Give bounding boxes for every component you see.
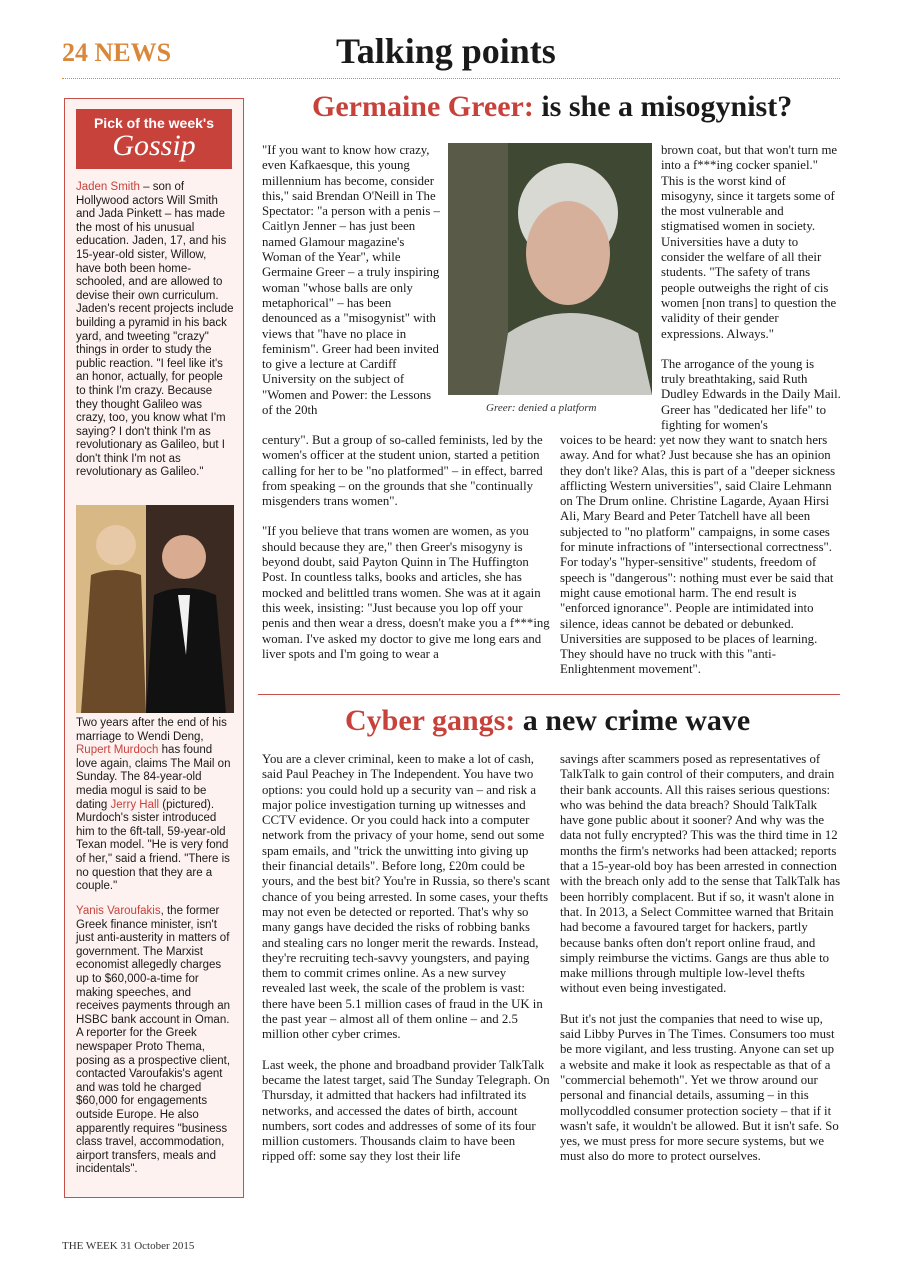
paragraph: Last week, the phone and broadband provider TalkTalk became the latest target, said The Sunday Telegraph. On Thursday, it admitted that hackers had infiltrated its networks, and accessed the dates of birth, account numbers, sort codes and addresses of some of its four million customers. Thousands claim to have been ripped off: some say they lost their life — [262, 1057, 550, 1164]
paragraph: savings after scammers posed as representatives of TalkTalk to gain control of their computers, and drain their bank accounts. All this raises serious questions: who was behind the data breach? Should TalkTalk have gone public about it sooner? And why was the data not fully encrypted? This was the third time in 12 months the firm's networks had been attacked; reports that a 15-year-old boy has been arrested in connection with the breach only add to the sense that TalkTalk has been horribly complacent. But if so, it wasn't alone in that. In 2013, a Select Committee warned that Britain had become a favoured target for hackers, partly because banks often don't report online fraud, and simply reimburse the victims. Gangs are thus able to make millions through multiple low-level thefts without even being investigated. — [560, 752, 841, 996]
gossip-title: Gossip — [112, 129, 196, 162]
cyber-col1 — [262, 752, 550, 1180]
gossip-sidebar — [64, 98, 244, 1198]
greer-photo-caption: Greer: denied a platform — [486, 402, 597, 414]
paragraph: "If you believe that trans women are women, as you should because they are," then Greer's misogyny is beyond doubt, said Payton Quinn in The Huffington Post. In countless talks, books and articles, she has mocked and belittled trans women. She was at it again this week, insisting: "Just because you lop off your penis and then wear a dress, doesn't make you a f***ing woman. I've asked my doctor to give me long ears and liver spots and I'm going to wear a — [262, 524, 550, 661]
gossip-body: Two years after the end of his marriage to Wendi Deng, — [76, 717, 227, 743]
gossip-kicker: Pick of the week's — [93, 115, 215, 131]
greer-headline — [312, 90, 792, 124]
gossip-item-murdoch — [76, 717, 234, 894]
gossip-name: Yanis Varoufakis — [76, 905, 161, 917]
paragraph: You are a clever criminal, keen to make a lot of cash, said Paul Peachey in The Independent. You have two options: you could hold up a security van – and risk a major police investigation turning up witnesses and CCTV evidence. Or you could hack into a computer network from the privacy of your home, send out some spam emails, and "trick the unwitting into giving up their financial details". Before long, £20m could be yours, and the best bit? You're in Russia, so there's scant chance of you being arrested. In some cases, your thefts may not even be detected or reported. That's why so many gangs have decided the risks of robbing banks and stealing cars no longer merit the rewards. Instead, they're recruiting tech-savvy youngsters, and paying them to commit crimes online. As a new survey revealed last week, the scale of the problem is vast: there have been 5.1 million cases of fraud in the UK in the past year – almost all of them online – and 2.5 million other cyber crimes. — [262, 752, 550, 1042]
page-number — [62, 38, 171, 68]
greer-col1-top: "If you want to know how crazy, even Kafkaesque, this young millennium has become, consider this," said Brendan O'Neill in The Spectator: "a person with a penis – Caitlyn Jenner – has just been named Glamour magazine's Woman of the Year", while Germaine Greer – a truly inspiring woman "whose balls are only metaphorical" – has been denounced as a "misogynist" with views that "have no place in feminism". Greer had been invited to give a lecture at Cardiff University on the subject of "Women and Power: the Lessons of the 20th — [262, 143, 440, 418]
header-divider — [62, 78, 840, 79]
cyber-col2 — [560, 752, 841, 1180]
gossip-body: , the former Greek finance minister, isn't just anti-austerity in matters of government. The Marxist economist allegedly charges up to $60,000-a-time for making speeches, and receives payments through an HSBC bank account in Oman. A reporter for the Greek newspaper Proto Thema, posing as a prospective client, contacted Varoufakis's agent and was told he charged $60,000 for engagements outside Europe. He also apparently requires "business class travel, accommodation, airport transfers, meals and incidentals". — [76, 905, 231, 1176]
gossip-body: – son of Hollywood actors Will Smith and Jada Pinkett – has made the most of his unusual education. Jaden, 17, and his 15-year-old sister, Willow, have both been home-schooled, and are allowed to devise their own curriculum. Jaden's recent projects include building a pyramid in his back yard, and tweeting "crazy" things in order to study the public reaction. "I feel like it's an honor, actually, for people to think I'm crazy. Because they thought Galileo was crazy, too, you know what I'm saying? I don't think I'm as revolutionary as Galileo, but I don't think I'm not as revolutionary as Galileo." — [76, 181, 234, 479]
headline-red: Cyber gangs: — [345, 704, 516, 737]
greer-photo — [448, 143, 652, 395]
gossip-item-varoufakis — [76, 905, 234, 1177]
gossip-name: Rupert Murdoch — [76, 744, 159, 757]
gossip-body: has found love again, claims The Mail on Sunday. The 84-year-old media mogul is said to be dating — [76, 744, 231, 811]
cyber-headline — [345, 704, 750, 738]
paragraph: But it's not just the companies that need to wise up, said Libby Purves in The Times. Consumers too must be more vigilant, and less trusting. Anyone can set up a website and make it look as respectable as that of a "commercial behemoth". Yet we throw around our personal and financial details, assuming – in this mollycoddled consumer protection society – that if it wasn't safe, it wouldn't be allowed. But it isn't safe. So yes, we must press for more secure systems, but we must also do more to protect ourselves. — [560, 1011, 839, 1164]
greer-col1-rest — [262, 433, 550, 677]
page-footer: THE WEEK 31 October 2015 — [62, 1240, 195, 1252]
page-title: Talking points — [336, 31, 556, 71]
headline-red: Germaine Greer: — [312, 90, 534, 123]
gossip-item-jaden — [76, 181, 234, 480]
greer-col2-rest: voices to be heard: yet now they want to snatch hers away. And for what? Just because she has an opinion they don't like? Alas, this is part of a "deeper sickness afflicting Western universities", said Claire Lehmann on The Drum online. Christine Lagarde, Ayaan Hirsi Ali, Mary Beard and Peter Tatchell have all been subjected to "no platform" campaigns, in some cases for minute infractions of "intersectional correctness". For today's "hyper-sensitive" students, freedom of speech is "dangerous": nothing must ever be said that might cause emotional harm. The end result is "enforced ignorance". People are intimidated into silence, ideas cannot be debated or debunked. Universities are supposed to be places of learning. They should have no truck with this "anti-Enlightenment movement". — [560, 433, 836, 677]
paragraph: The arrogance of the young is truly breathtaking, said Ruth Dudley Edwards in the Daily Mail. Greer has "dedicated her life" to fighting for women's — [661, 356, 841, 433]
section-label: NEWS — [94, 38, 172, 67]
gossip-name: Jerry Hall — [110, 798, 160, 811]
gossip-body: (pictured). Murdoch's sister introduced him to the 6ft-tall, 59-year-old Texan model. "He is very fond of her," said a friend. "There is no question that they are a couple." — [76, 798, 230, 893]
page-number-value: 24 — [62, 38, 88, 67]
gossip-name: Jaden Smith — [76, 181, 140, 193]
article-divider — [258, 694, 840, 695]
paragraph: brown coat, but that won't turn me into a f***ing cocker spaniel." This is the worst kind of misogyny, since it targets some of the most vulnerable and stigmatised women in society. Universities have a duty to consider the welfare of all their students. "The safety of trans people outweighs the right of cis women [non trans] to question the validity of their gender expressions. Always." — [661, 143, 838, 341]
murdoch-hall-photo — [76, 505, 234, 713]
headline-black: is she a misogynist? — [533, 90, 793, 123]
greer-col2-top — [661, 143, 841, 448]
gossip-heading — [76, 109, 232, 169]
headline-black: a new crime wave — [515, 704, 751, 737]
paragraph: century". But a group of so-called feminists, led by the women's officer at the student union, started a petition calling for her to be "no platformed" – in effect, barred from speaking – on the grounds that she "continually misgenders trans women". — [262, 433, 543, 509]
